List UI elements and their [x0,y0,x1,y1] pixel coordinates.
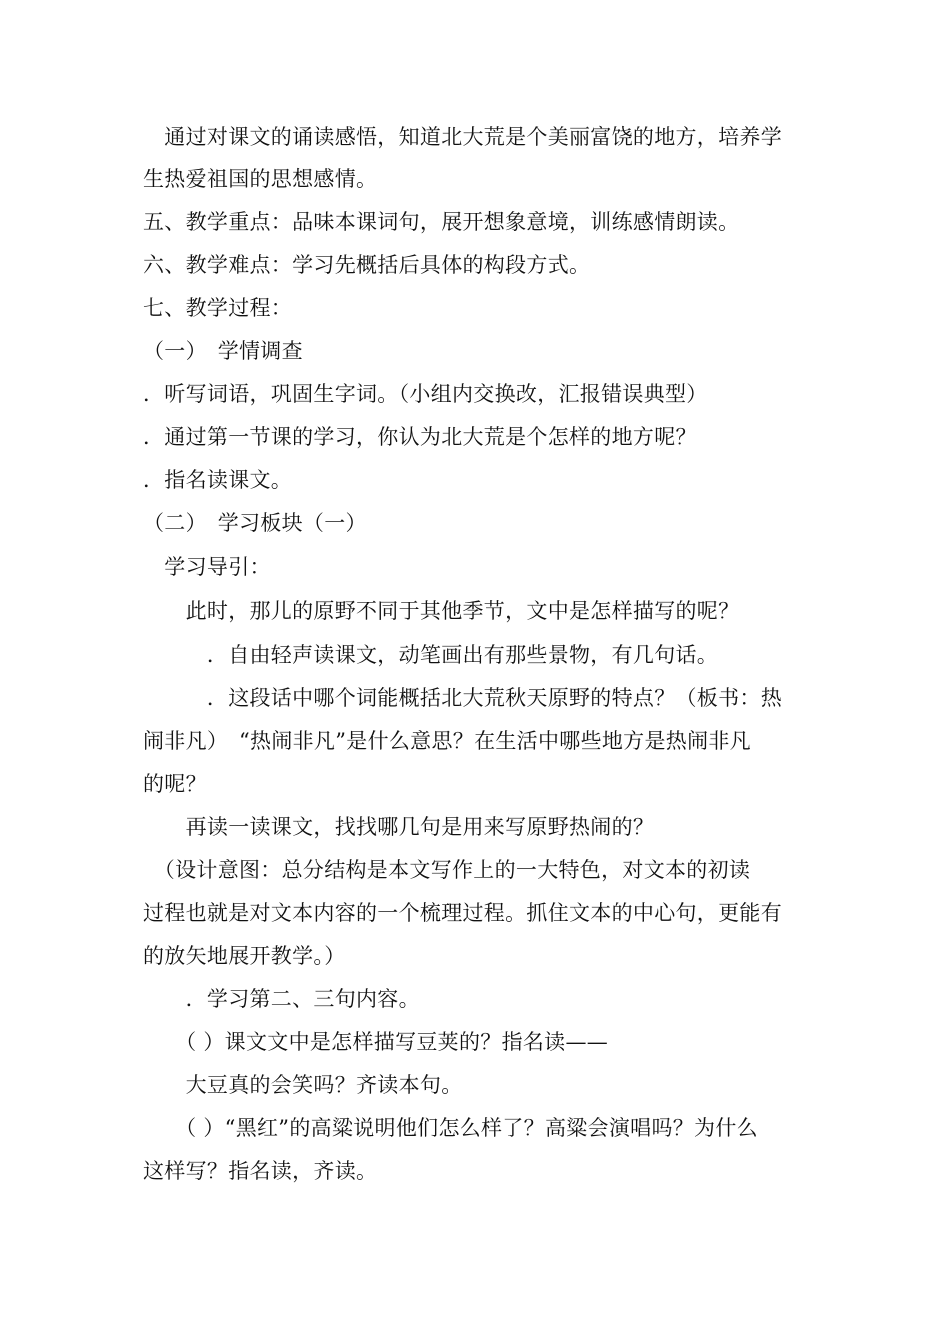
text-line: ．通过第一节课的学习，你认为北大荒是个怎样的地方呢？ [143,425,697,449]
text-line: 此时，那儿的原野不同于其他季节，文中是怎样描写的呢？ [143,599,740,623]
text-line: 学习导引： [143,555,271,579]
text-line: ．自由轻声读课文，动笔画出有那些景物，有几句话。 [143,643,719,667]
text-line: 大豆真的会笑吗？齐读本句。 [143,1073,463,1097]
text-line: 再读一读课文，找找哪几句是用来写原野热闹的？ [143,815,655,839]
text-line: 闹非凡） “热闹非凡”是什么意思？在生活中哪些地方是热闹非凡 [143,729,751,753]
text-line: （ ）课文文中是怎样描写豆荚的？指名读—— [143,1030,609,1054]
text-line: ．指名读课文。 [143,468,293,492]
text-line: 五、教学重点：品味本课词句，展开想象意境，训练感情朗读。 [143,210,740,234]
text-line: 生热爱祖国的思想感情。 [143,167,378,191]
text-line: 这样写？指名读，齐读。 [143,1159,378,1183]
text-line: ．学习第二、三句内容。 [143,987,420,1011]
text-line: 过程也就是对文本内容的一个梳理过程。抓住文本的中心句，更能有 [143,901,782,925]
text-line: 六、教学难点：学习先概括后具体的构段方式。 [143,253,591,277]
text-line: （ ）“黑红”的高粱说明他们怎么样了？高粱会演唱吗？为什么 [143,1116,758,1140]
text-line: 通过对课文的诵读感悟，知道北大荒是个美丽富饶的地方，培养学 [143,125,782,149]
text-line: （一） 学情调查 [143,339,303,363]
text-line: （二） 学习板块（一） [143,511,367,535]
text-line: 的呢？ [143,772,207,796]
text-line: （设计意图：总分结构是本文写作上的一大特色，对文本的初读 [143,858,751,882]
text-line: ．听写词语，巩固生字词。（小组内交换改，汇报错误典型） [143,382,708,406]
text-line: 七、教学过程： [143,296,293,320]
text-line: ．这段话中哪个词能概括北大荒秋天原野的特点？（板书：热 [143,686,782,710]
text-line: 的放矢地展开教学。） [143,944,346,968]
